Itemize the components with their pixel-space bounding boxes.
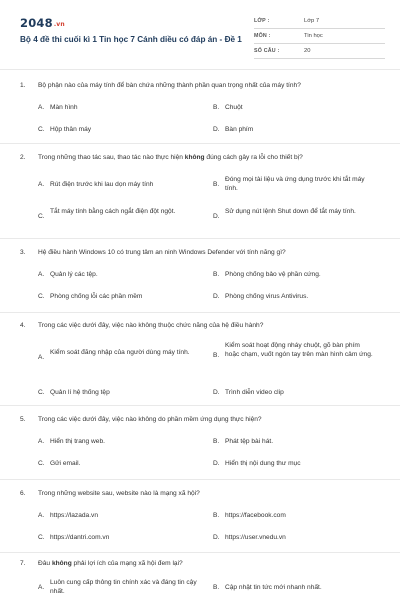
option-text: Tắt máy tính bằng cách ngắt điện đột ngột. (50, 208, 176, 215)
document-title: Bộ 4 đề thi cuối kì 1 Tin học 7 Cánh diều có đáp án - Đề 1 (20, 35, 242, 44)
meta-value: 20 (304, 47, 311, 54)
option-letter: D. (213, 213, 220, 220)
question-text-part: đúng cách gây ra lỗi cho thiết bị? (204, 154, 303, 161)
question-number: 4. (20, 322, 26, 329)
question-emphasis: không (51, 560, 72, 567)
option-text: https://facebook.com (225, 512, 286, 519)
option-letter: B. (213, 181, 220, 188)
option-letter: C. (38, 534, 45, 541)
option-letter: D. (213, 460, 220, 467)
question-text (38, 559, 383, 568)
option-text: Cập nhật tin tức mới nhanh nhất. (225, 584, 322, 591)
option-letter: A. (38, 354, 45, 361)
question-text: Trong những website sau, website nào là mạng xã hội? (38, 490, 200, 497)
question-number: 3. (20, 249, 26, 256)
meta-label: MÔN : (254, 33, 271, 39)
header-divider (0, 69, 400, 70)
option-letter: C. (38, 213, 45, 220)
option-letter: A. (38, 512, 45, 519)
meta-value: Lớp 7 (304, 17, 320, 24)
option-letter: A. (38, 438, 45, 445)
question-emphasis: không (184, 154, 205, 161)
option-letter: C. (38, 460, 45, 467)
question-text (38, 153, 383, 162)
option-text: Phát tệp bài hát. (225, 438, 274, 445)
option-letter: C. (38, 293, 45, 300)
option-text: Luôn cung cấp thông tin chính xác và đáng tin cậy nhất. (50, 579, 197, 595)
meta-label: SỐ CÂU : (254, 48, 280, 54)
option-text: Đóng mọi tài liệu và ứng dụng trước khi tắt máy tính. (225, 176, 365, 192)
option-letter: B. (213, 584, 220, 591)
option-letter: A. (38, 271, 45, 278)
question-text: Trong các việc dưới đây, việc nào không thuộc chức năng của hệ điều hành? (38, 322, 264, 329)
option-text: Sử dụng nút lệnh Shut down để tắt máy tính. (225, 208, 356, 215)
question-divider (0, 405, 400, 406)
question-number: 5. (20, 416, 26, 423)
question-text-part: phải lợi ích của mạng xã hội đem lại? (71, 560, 183, 567)
question-number: 6. (20, 490, 26, 497)
option-text: Gửi email. (50, 460, 81, 467)
option-letter: B. (213, 352, 220, 359)
option-text: Chuột (225, 104, 243, 111)
option-text: Trình diễn video clip (225, 389, 284, 396)
option-letter: A. (38, 104, 45, 111)
question-divider (0, 552, 400, 553)
logo-main-text: 2048 (20, 16, 53, 30)
question-text: Hệ điều hành Windows 10 có trung tâm an ninh Windows Defender với tính năng gì? (38, 249, 286, 256)
question-divider (0, 312, 400, 313)
option-letter: D. (213, 389, 220, 396)
question-number: 1. (20, 82, 26, 89)
option-text: Hiển thị nội dung thư mục (225, 460, 301, 467)
question-text-part: Trong những thao tác sau, thao tác nào thực hiện (38, 154, 185, 161)
option-text: Màn hình (50, 104, 78, 111)
meta-label: LỚP : (254, 18, 270, 24)
question-divider (0, 479, 400, 480)
option-text: Phòng chống virus Antivirus. (225, 293, 309, 300)
option-letter: B. (213, 438, 220, 445)
option-letter: D. (213, 534, 220, 541)
meta-row-class (254, 14, 385, 29)
question-divider (0, 143, 400, 144)
option-letter: A. (38, 584, 45, 591)
option-letter: B. (213, 104, 220, 111)
question-text: Trong các việc dưới đây, việc nào không do phần mềm ứng dụng thực hiện? (38, 416, 262, 423)
option-letter: C. (38, 126, 45, 133)
option-letter: D. (213, 293, 220, 300)
option-text: https://lazada.vn (50, 512, 99, 519)
question-number: 2. (20, 154, 26, 161)
option-text: Quản lý các tệp. (50, 271, 98, 278)
option-letter: B. (213, 271, 220, 278)
option-letter: D. (213, 126, 220, 133)
option-text: https://dantri.com.vn (50, 534, 110, 541)
option-text: Kiểm soát hoạt động nháy chuột, gõ bàn phím hoặc chạm, vuốt ngón tay trên màn hình cảm ứng. (225, 342, 373, 358)
question-number: 7. (20, 560, 26, 567)
meta-row-subject (254, 29, 385, 44)
meta-row-count (254, 44, 385, 59)
option-text: Hiển thị trang web. (50, 438, 105, 445)
option-text: Quản lí hệ thống tệp (50, 389, 110, 396)
option-text: Phòng chống bảo vệ phần cứng. (225, 271, 321, 278)
option-text: Kiểm soát đăng nhập của người dùng máy tính. (50, 349, 190, 356)
question-text-part: Đâu (38, 560, 52, 567)
option-text: https://user.vnedu.vn (225, 534, 286, 541)
document-header (20, 12, 385, 62)
option-text: Hộp thân máy (50, 126, 92, 133)
question-divider (0, 238, 400, 239)
logo-suffix-text: .vn (53, 21, 65, 28)
document-meta (254, 14, 385, 59)
option-letter: C. (38, 389, 45, 396)
option-letter: A. (38, 181, 45, 188)
site-logo[interactable] (20, 16, 65, 30)
option-text: Bàn phím (225, 126, 254, 133)
option-letter: B. (213, 512, 220, 519)
option-text: Rút điện trước khi lau dọn máy tính (50, 181, 154, 188)
question-text: Bộ phận nào của máy tính để bàn chứa những thành phần quan trọng nhất của máy tính? (38, 82, 301, 89)
meta-value: Tin học (304, 32, 323, 39)
option-text: Phòng chống lỗi các phần mềm (50, 293, 143, 300)
